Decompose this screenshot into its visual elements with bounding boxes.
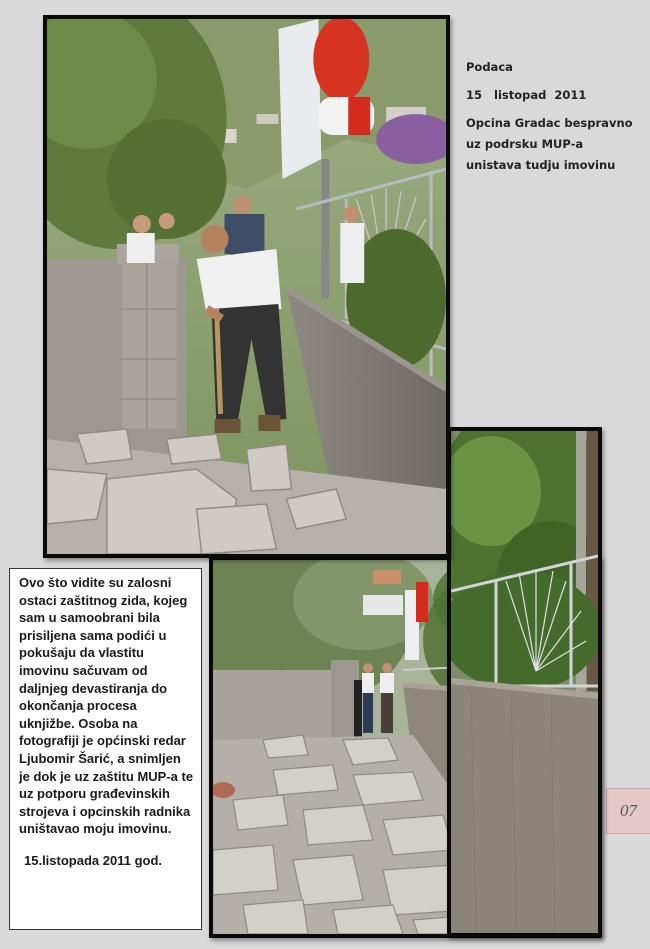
side-note <box>466 62 636 176</box>
photo-wall-demolition <box>43 15 450 558</box>
photo-wall-demolition-image <box>47 19 446 554</box>
page-number-badge: 07 <box>606 788 650 834</box>
side-note-description: Opcina Gradac bespravno uz podrsku MUP-a unistava tudju imovinu <box>466 116 633 172</box>
caption-signature-date: 15.listopada 2011 god. <box>24 852 162 868</box>
caption-box <box>9 568 202 930</box>
caption-body: Ovo što vidite su zalosni ostaci zaštitnog zida, kojeg sam u samoobrani bila prisiljena sama podići u pokušaju da vlastitu imovinu sačuvam od daljnjeg devastiranja do okončanja procesa uknjižbe. Osoba na fotografiji je općinski redar Ljubomir Šarić, a snimljen je dok je uz zaštitu MUP-a te uz potporu građevinskih strojeva i opcinskih radnika uništavao moju imovinu. <box>19 575 194 837</box>
side-note-date: 15 listopad 2011 <box>466 87 587 102</box>
photo-tree-fence <box>447 427 602 937</box>
side-note-heading: Podaca <box>466 60 513 74</box>
photo-tree-fence-image <box>451 431 598 933</box>
